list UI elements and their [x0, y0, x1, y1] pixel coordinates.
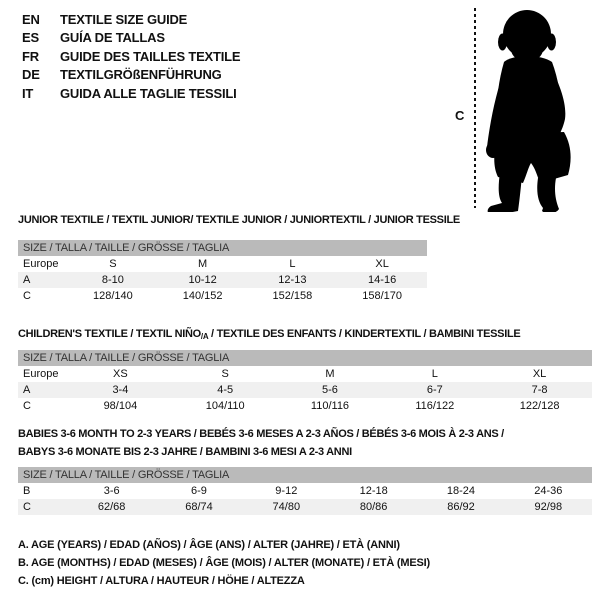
language-title: GUÍA DE TALLAS	[60, 30, 165, 46]
table-row-europe	[18, 256, 427, 272]
table-cell: 110/116	[310, 400, 350, 412]
language-code: FR	[22, 48, 39, 64]
table-cell: 10-12	[188, 274, 217, 286]
size-header-row: SIZE / TALLA / TAILLE / GRÖSSE / TAGLIA	[18, 350, 592, 366]
table-cell: M	[198, 258, 208, 270]
size-header-row: SIZE / TALLA / TAILLE / GRÖSSE / TAGLIA	[18, 240, 427, 256]
height-measure-label: C	[455, 108, 465, 123]
children-size-table	[18, 350, 592, 414]
table-cell: 3-6	[103, 485, 120, 497]
footnote-a: A. AGE (YEARS) / EDAD (AÑOS) / ÂGE (ANS) / ALTER (JAHRE) / ETÀ (ANNI)	[18, 539, 400, 551]
row-label: A	[23, 384, 31, 396]
language-code: DE	[22, 67, 40, 83]
language-title: TEXTILE SIZE GUIDE	[60, 11, 188, 27]
table-cell: XL	[375, 258, 389, 270]
table-cell: 98/104	[103, 400, 138, 412]
table-cell: 158/170	[362, 290, 402, 302]
table-row-age-months	[18, 483, 592, 499]
language-guide	[22, 10, 240, 103]
table-cell: 92/98	[534, 501, 563, 513]
row-label: B	[23, 485, 31, 497]
children-title-text: CHILDREN'S TEXTILE / TEXTIL NIÑO	[18, 328, 201, 340]
row-label: A	[23, 274, 31, 286]
table-cell: 12-13	[278, 274, 307, 286]
junior-section-title: JUNIOR TEXTILE / TEXTIL JUNIOR/ TEXTILE JUNIOR / JUNIORTEXTIL / JUNIOR TESSILE	[18, 214, 460, 226]
table-row-europe	[18, 366, 592, 382]
table-cell: 7-8	[531, 384, 548, 396]
table-cell: 4-5	[217, 384, 234, 396]
table-cell: 6-7	[426, 384, 443, 396]
table-cell: S	[109, 258, 117, 270]
table-row-age	[18, 272, 427, 288]
table-cell: 80/86	[359, 501, 388, 513]
row-label: Europe	[23, 368, 59, 380]
table-cell: 104/110	[205, 400, 245, 412]
babies-section-title	[18, 425, 504, 461]
footnote-c: C. (cm) HEIGHT / ALTURA / HAUTEUR / HÖHE / ALTEZZA	[18, 575, 305, 587]
language-row	[22, 29, 240, 48]
table-cell: 8-10	[101, 274, 124, 286]
row-label: C	[23, 501, 31, 513]
language-code: ES	[22, 30, 39, 46]
row-label: C	[23, 400, 31, 412]
table-cell: 122/128	[519, 400, 560, 412]
language-row	[22, 84, 240, 103]
table-cell: 12-18	[359, 485, 388, 497]
row-label: Europe	[23, 258, 59, 270]
table-cell: S	[221, 368, 229, 380]
footnotes	[18, 536, 430, 590]
language-row	[22, 66, 240, 85]
table-row-age	[18, 382, 592, 398]
language-row	[22, 47, 240, 66]
table-row-height	[18, 288, 427, 304]
junior-size-table	[18, 240, 427, 304]
toddler-silhouette-icon	[483, 6, 581, 212]
table-cell: L	[431, 368, 438, 380]
babies-title-line: BABIES 3-6 MONTH TO 2-3 YEARS / BEBÉS 3-6 MESES A 2-3 AÑOS / BÉBÉS 3-6 MOIS À 2-3 ANS /	[18, 428, 504, 440]
table-cell: 5-6	[322, 384, 338, 396]
table-cell: 116/122	[415, 400, 455, 412]
table-cell: 6-9	[191, 485, 207, 497]
language-code: IT	[22, 85, 34, 101]
size-header-row: SIZE / TALLA / TAILLE / GRÖSSE / TAGLIA	[18, 467, 592, 483]
footnote-b: B. AGE (MONTHS) / EDAD (MESES) / ÂGE (MOIS) / ALTER (MONATE) / ETÀ (MESI)	[18, 557, 430, 569]
table-cell: 128/140	[92, 290, 133, 302]
children-title-subscript: /A	[200, 332, 209, 341]
table-cell: 62/68	[97, 501, 126, 513]
table-cell: 18-24	[446, 485, 476, 497]
table-cell: 86/92	[447, 501, 475, 513]
language-row	[22, 10, 240, 29]
babies-title-line: BABYS 3-6 MONATE BIS 2-3 JAHRE / BAMBINI 3-6 MESI A 2-3 ANNI	[18, 446, 352, 458]
table-row-height	[18, 499, 592, 515]
table-cell: 140/152	[182, 290, 223, 302]
table-cell: XL	[532, 368, 547, 380]
table-cell: XS	[113, 368, 128, 380]
table-cell: L	[289, 258, 296, 270]
table-cell: 14-16	[368, 274, 397, 286]
children-section-title	[18, 325, 520, 346]
table-cell: 152/158	[272, 290, 313, 302]
table-cell: 3-4	[112, 384, 129, 396]
language-title: GUIDE DES TAILLES TEXTILE	[60, 48, 241, 64]
height-measure-dashed-line	[474, 8, 476, 208]
children-title-text: / TEXTILE DES ENFANTS / KINDERTEXTIL / BAMBINI TESSILE	[208, 328, 521, 340]
language-title: TEXTILGRÖßENFÜHRUNG	[60, 67, 222, 83]
table-row-height	[18, 398, 592, 414]
table-cell: 9-12	[275, 485, 298, 497]
table-cell: M	[325, 368, 335, 380]
language-title: GUIDA ALLE TAGLIE TESSILI	[60, 85, 237, 101]
babies-size-table	[18, 467, 592, 515]
table-cell: 24-36	[534, 485, 563, 497]
table-cell: 68/74	[185, 501, 213, 513]
row-label: C	[23, 290, 31, 302]
table-cell: 74/80	[272, 501, 301, 513]
language-code: EN	[22, 11, 40, 27]
